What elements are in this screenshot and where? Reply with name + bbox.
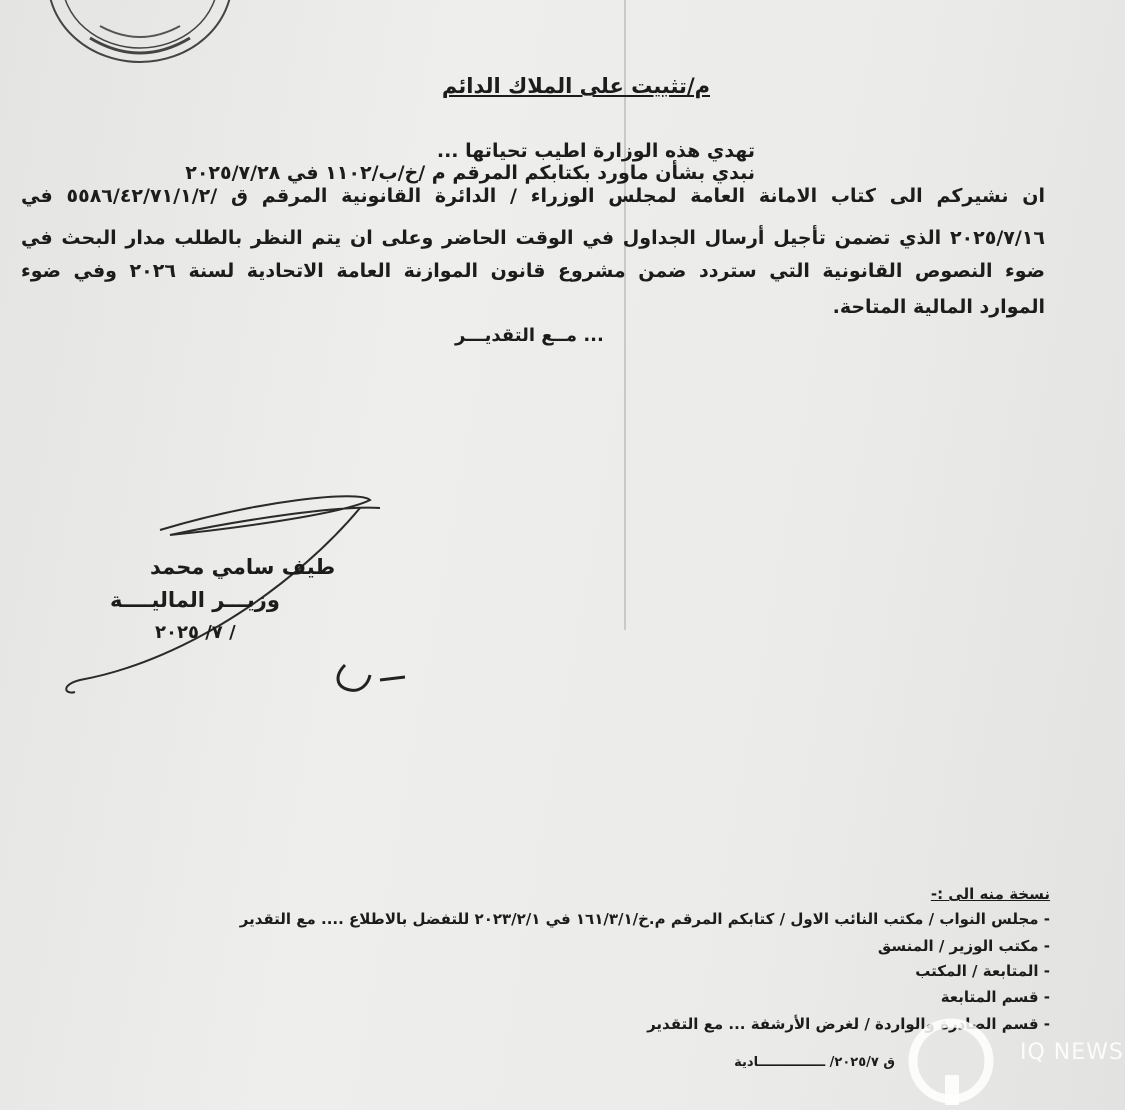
copy-item: - مجلس النواب / مكتب النائب الاول / كتابكم المرقم م.خ/١٦١/٣/١ في ٢٠٢٣/٢/١ للتفضل بالاطلاع .... مع التقدير — [239, 910, 1050, 928]
copy-item: - مكتب الوزير / المنسق — [877, 937, 1050, 955]
regards-line: ... مــع التقديـــر — [455, 325, 604, 346]
news-logo-icon — [905, 1015, 997, 1107]
copy-item: - قسم الصادرة والواردة / لغرض الأرشفة ... مع التقدير — [647, 1015, 1050, 1033]
copy-item: - المتابعة / المكتب — [915, 962, 1050, 980]
watermark-brand: IQ NEWS — [1020, 1040, 1124, 1065]
body-line-4: ٢٠٢٥/٧/١٦ الذي تضمن تأجيل أرسال الجداول في الوقت الحاضر وعلى ان يتم النظر بالطلب مدار البحث في — [21, 227, 1045, 249]
body-line-5: ضوء النصوص القانونية التي ستردد ضمن مشروع قانون الموازنة العامة الاتحادية لسنة ٢٠٢٦ وفي ضوء — [21, 260, 1045, 282]
signature-date: / ٧/ ٢٠٢٥ — [155, 622, 236, 643]
body-line-6: الموارد المالية المتاحة. — [832, 296, 1045, 318]
signer-name: طيف سامي محمد — [150, 555, 336, 579]
copies-footer: ق ٢٠٢٥/٧/ ـــــــــــــــادية — [734, 1055, 895, 1070]
signer-title: وزيـــر الماليــــة — [110, 588, 280, 612]
body-line-3: ان نشيركم الى كتاب الامانة العامة لمجلس الوزراء / الدائرة القانونية المرقم ق /٥٥٨٦/٤٢/٧١/١/٢ في — [21, 185, 1046, 207]
copy-item: - قسم المتابعة — [940, 988, 1050, 1006]
copies-heading: نسخة منه الى :- — [930, 885, 1050, 903]
greeting-line: تهدي هذه الوزارة اطيب تحياتها ... — [436, 140, 755, 162]
reference-line: نبدي بشأن ماورد بكتابكم المرقم م /خ/ب/١١٠٢ في ٢٠٢٥/٧/٢٨ — [185, 162, 755, 184]
subject-line: م/تثبيت على الملاك الدائم — [441, 74, 710, 98]
ministry-seal — [40, 0, 240, 80]
